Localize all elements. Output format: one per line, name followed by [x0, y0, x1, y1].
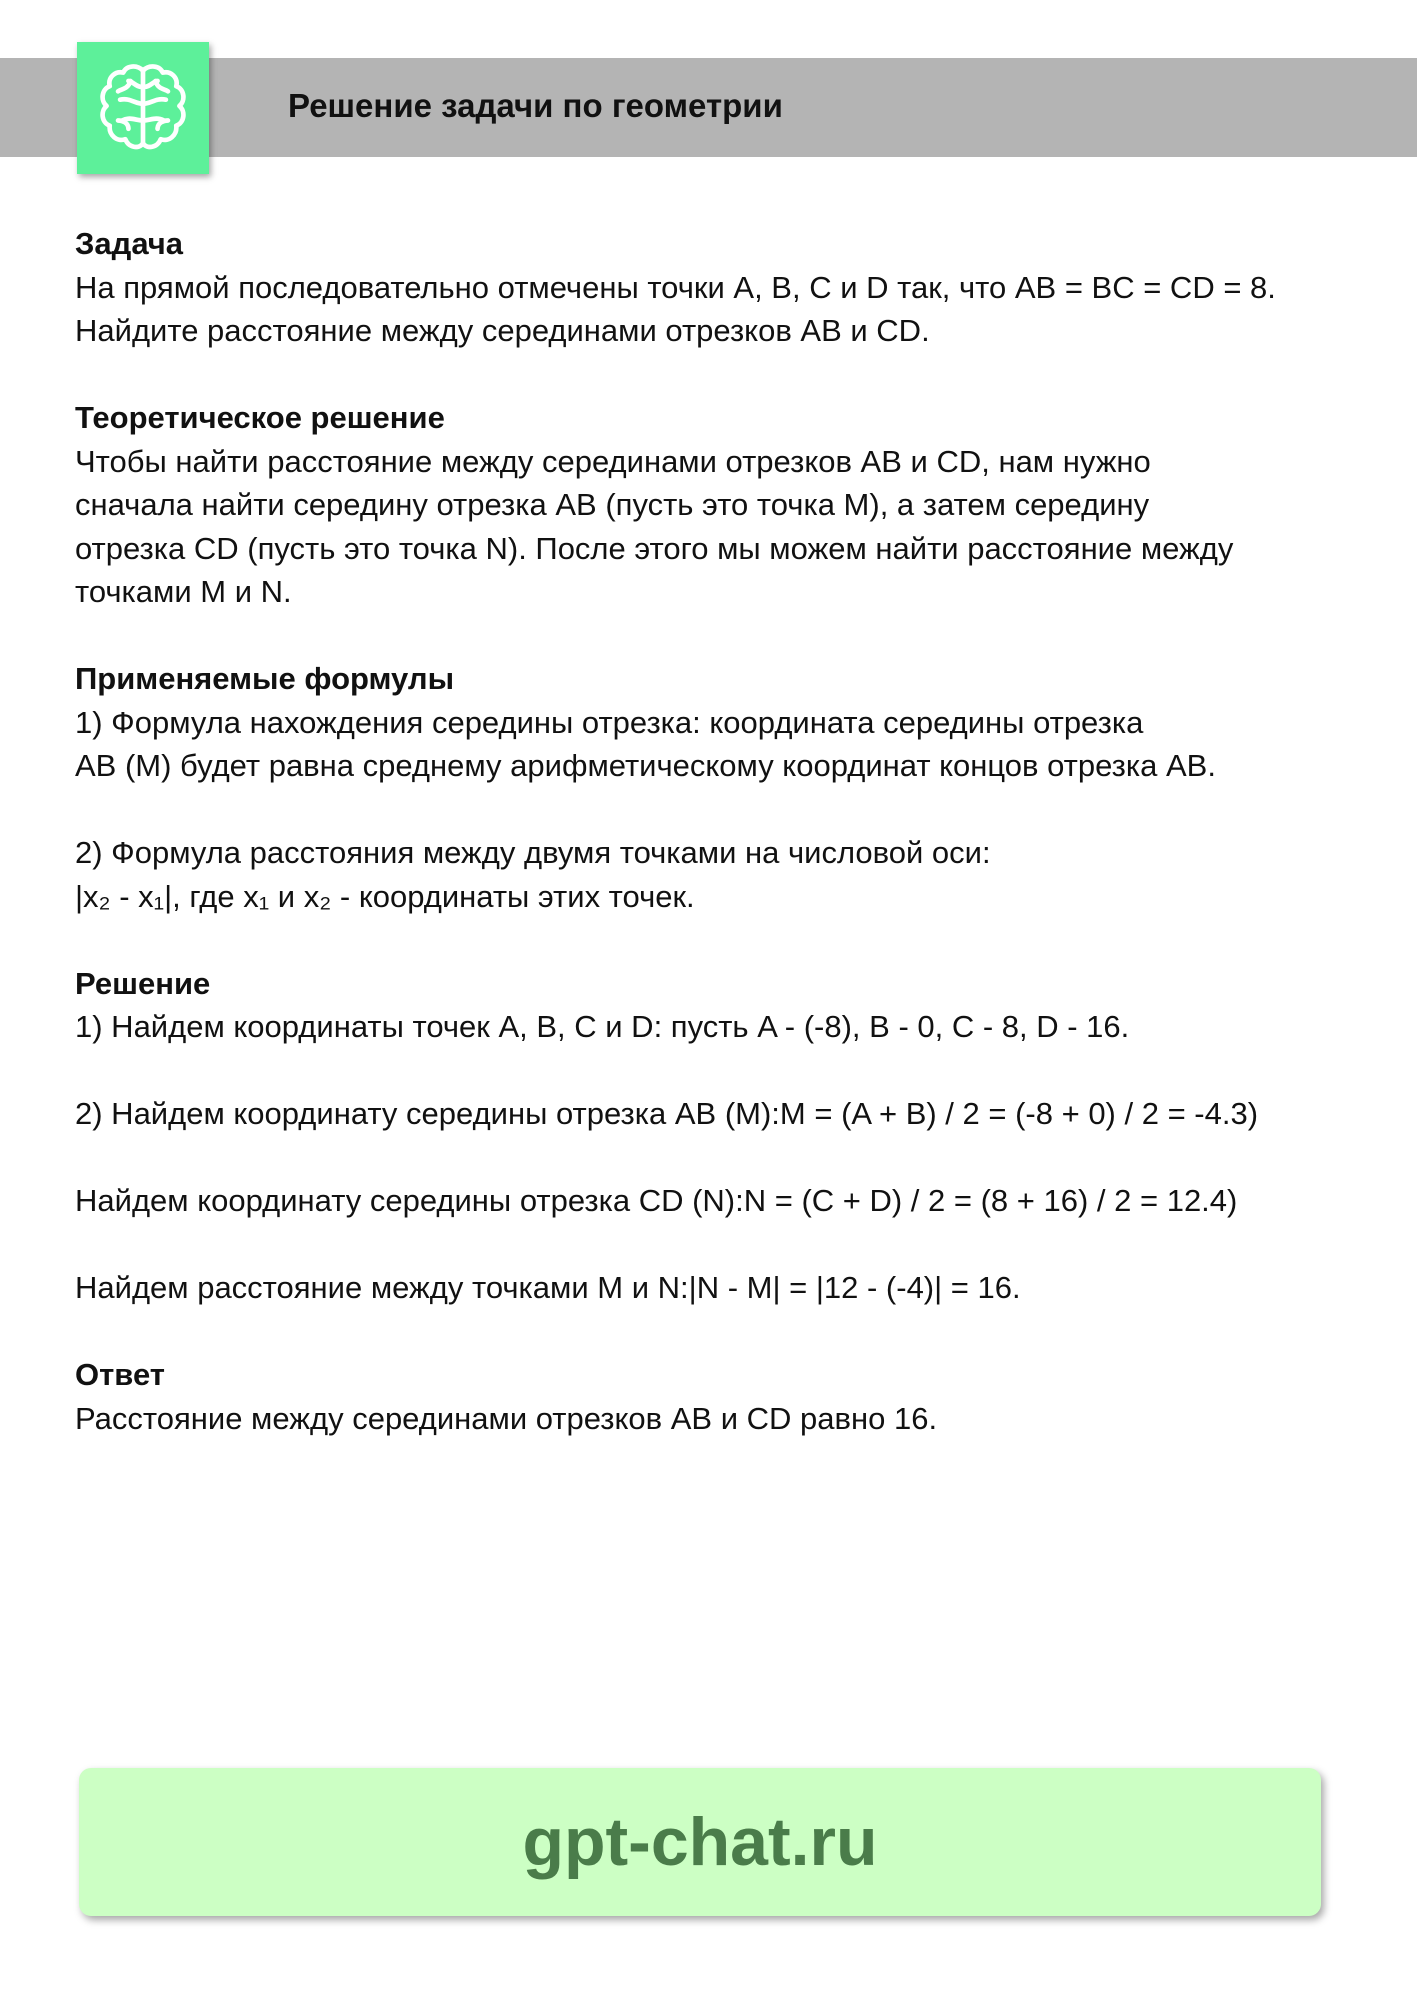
- task-line: На прямой последовательно отмечены точки A, B, C и D так, что AB = BC = CD = 8.: [75, 269, 1276, 305]
- task-section: [75, 222, 1375, 353]
- formulas-line: 2) Формула расстояния между двумя точками на числовой оси:: [75, 835, 991, 870]
- footer-banner: [79, 1768, 1321, 1916]
- solution-line: Найдем координату середины отрезка CD (N):N = (C + D) / 2 = (8 + 16) / 2 = 12.4): [75, 1183, 1238, 1218]
- logo: [77, 42, 209, 174]
- site-link[interactable]: gpt-chat.ru: [522, 1804, 878, 1880]
- paragraph-gap: [75, 1223, 1375, 1267]
- formulas-heading: Применяемые формулы: [75, 661, 455, 696]
- formulas-section: [75, 657, 1375, 918]
- paragraph-gap: [75, 1049, 1375, 1093]
- solution-section: [75, 962, 1375, 1310]
- answer-section: [75, 1353, 1375, 1440]
- solution-heading: Решение: [75, 965, 211, 1001]
- paragraph-gap: [75, 1136, 1375, 1180]
- document-body: [75, 222, 1375, 1484]
- solution-line: Найдем расстояние между точками M и N:|N - M| = |12 - (-4)| = 16.: [75, 1270, 1021, 1305]
- formulas-line: |x₂ - x₁|, где x₁ и x₂ - координаты этих точек.: [75, 878, 695, 914]
- page-title: Решение задачи по геометрии: [288, 87, 783, 124]
- theory-line: сначала найти середину отрезка AB (пусть это точка M), а затем середину: [75, 487, 1150, 522]
- theory-line: точками M и N.: [75, 574, 292, 609]
- task-line: Найдите расстояние между серединами отрезков AB и CD.: [75, 313, 930, 348]
- solution-line: 1) Найдем координаты точек A, B, C и D: пусть A - (-8), B - 0, C - 8, D - 16.: [75, 1009, 1130, 1044]
- formulas-line: AB (M) будет равна среднему арифметическому координат концов отрезка AB.: [75, 748, 1216, 783]
- paragraph-gap: [75, 788, 1375, 832]
- brain-icon: [91, 56, 195, 160]
- theory-line: Чтобы найти расстояние между серединами отрезков AB и CD, нам нужно: [75, 443, 1151, 479]
- theory-line: отрезка CD (пусть это точка N). После этого мы можем найти расстояние между: [75, 530, 1234, 566]
- formulas-line: 1) Формула нахождения середины отрезка: координата середины отрезка: [75, 704, 1144, 740]
- solution-line: 2) Найдем координату середины отрезка AB (M):M = (A + B) / 2 = (-8 + 0) / 2 = -4.3): [75, 1096, 1259, 1131]
- answer-heading: Ответ: [75, 1357, 165, 1392]
- answer-line: Расстояние между серединами отрезков AB и CD равно 16.: [75, 1400, 938, 1436]
- theory-section: [75, 396, 1375, 614]
- theory-heading: Теоретическое решение: [75, 400, 445, 435]
- task-heading: Задача: [75, 226, 184, 261]
